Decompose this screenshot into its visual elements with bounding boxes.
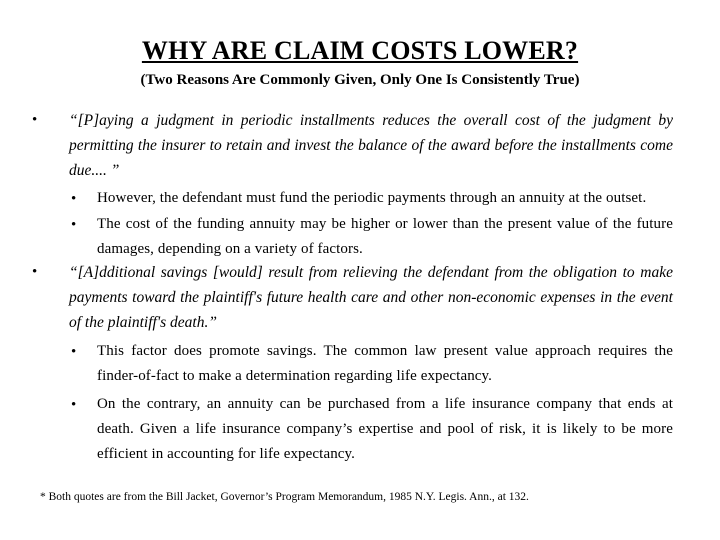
bullet-marker: • [32, 112, 38, 128]
sub-bullet-marker: • [71, 344, 77, 360]
bullet-marker: • [32, 264, 38, 280]
slide-title: WHY ARE CLAIM COSTS LOWER? [141, 36, 579, 65]
quote-1: “[P]aying a judgment in periodic installments reduces the overall cost of the judgment by permitting the insurer to retain and invest the balance of the award before the installments come due.... ” [69, 112, 673, 179]
sub-bullet-marker: • [71, 191, 77, 207]
sub-point-1-1: However, the defendant must fund the periodic payments through an annuity at the outset. [97, 190, 647, 206]
sub-bullet-marker: • [71, 217, 77, 233]
slide-subtitle: (Two Reasons Are Commonly Given, Only One Is Consistently True) [140, 72, 580, 88]
sub-point-2-1: This factor does promote savings. The common law present value approach requires the finder-of-fact to make a determination regarding life expectancy. [97, 343, 673, 384]
sub-point-2-2: On the contrary, an annuity can be purchased from a life insurance company that ends at death. Given a life insurance company’s expertise and pool of risk, it is likely to be more efficient in accounting for life expectancy. [97, 396, 673, 462]
sub-bullet-marker: • [71, 397, 77, 413]
footnote: * Both quotes are from the Bill Jacket, Governor’s Program Memorandum, 1985 N.Y. Legis. Ann., at 132. [40, 491, 529, 503]
quote-2: “[A]dditional savings [would] result from relieving the defendant from the obligation to make payments toward the plaintiff's future health care and other non-economic expenses in the event of the plaintiff's death.” [69, 264, 673, 331]
sub-point-1-2: The cost of the funding annuity may be higher or lower than the present value of the future damages, depending on a variety of factors. [97, 216, 673, 257]
